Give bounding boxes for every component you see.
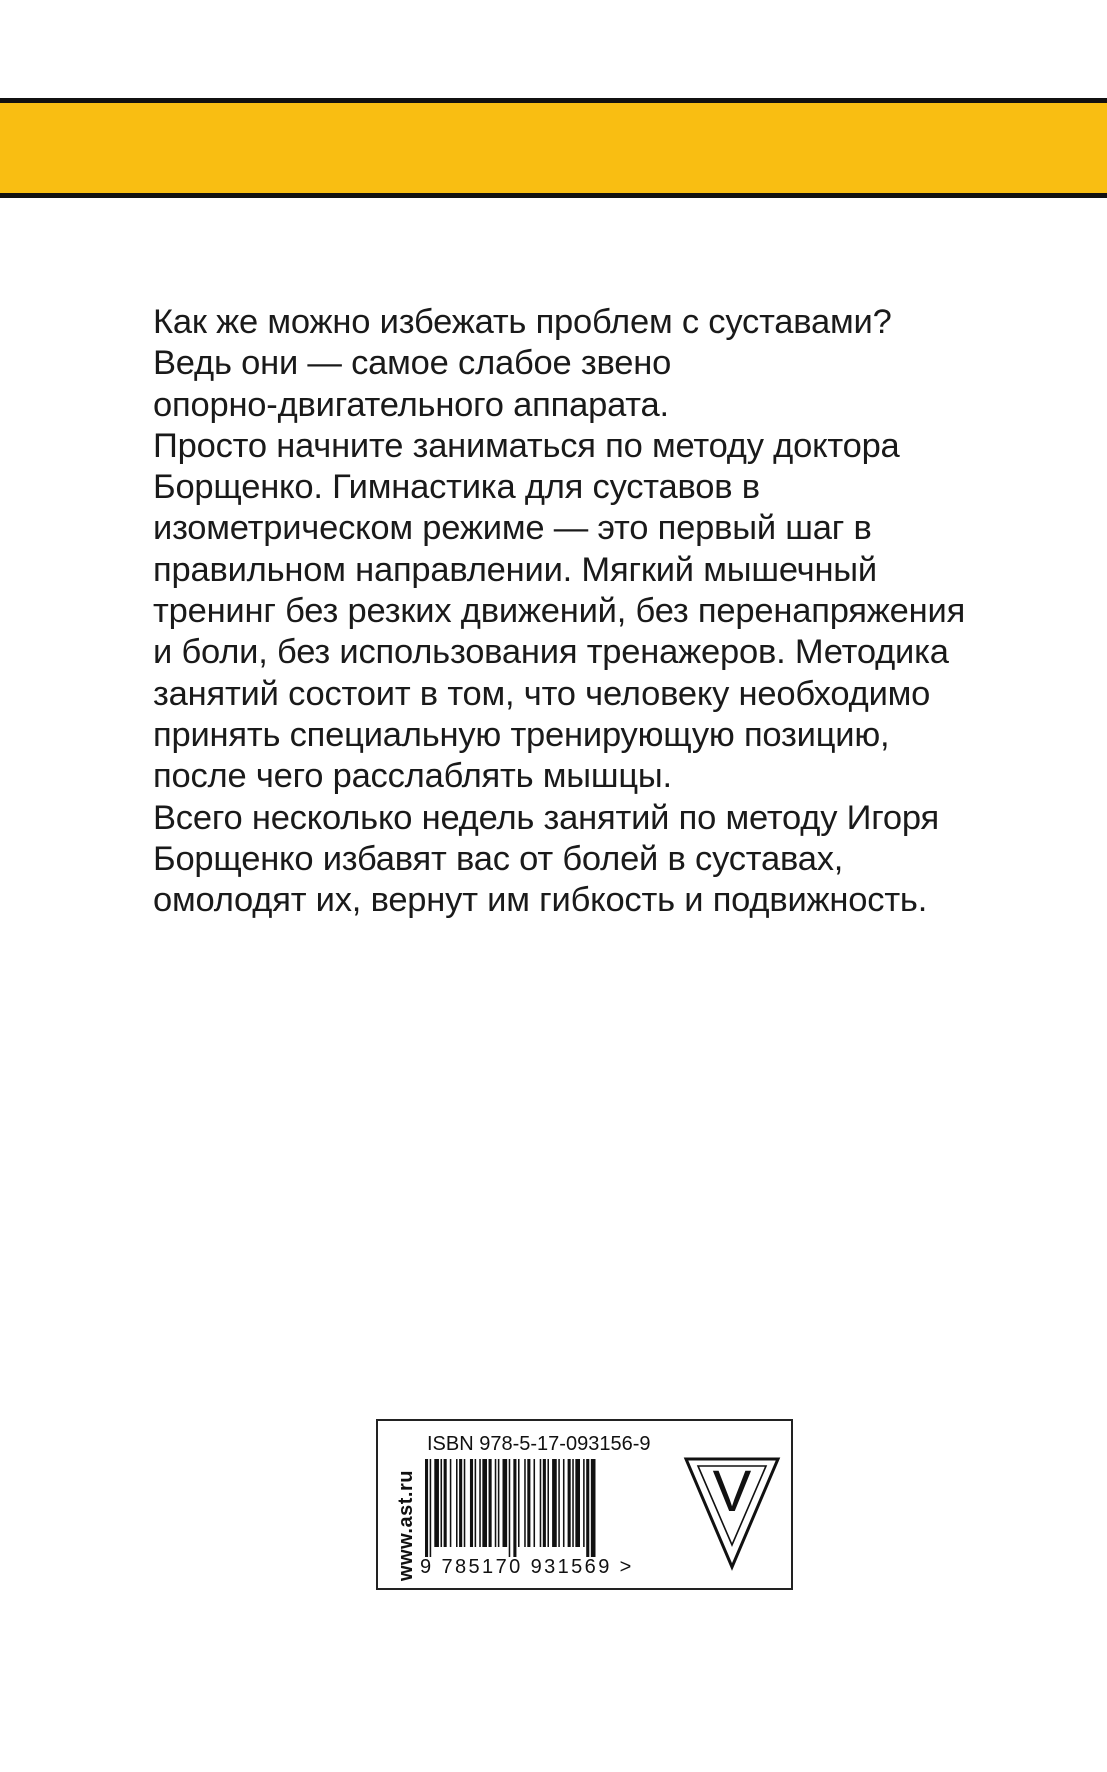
barcode-bar (540, 1459, 542, 1547)
barcode-bar (434, 1459, 439, 1547)
barcode-bar (470, 1459, 473, 1547)
barcode-bar (524, 1459, 526, 1547)
description-line: тренинг без резких движений, без перенапряжения (153, 592, 966, 631)
barcode-bar (583, 1459, 585, 1547)
publisher-website: www.ast.ru (395, 1470, 417, 1581)
description-line: занятий состоит в том, что человеку необходимо (153, 674, 931, 713)
barcode-bar (568, 1459, 571, 1547)
barcode-bar (518, 1459, 520, 1547)
barcode-bar (441, 1459, 443, 1547)
barcode-bar (563, 1459, 565, 1547)
barcode-block (376, 1419, 793, 1590)
description-line: Всего несколько недель занятий по методу Игоря (153, 798, 939, 837)
barcode-bar (527, 1459, 530, 1547)
barcode-bar (425, 1459, 428, 1557)
barcode-bar (464, 1459, 466, 1547)
barcode-bar (482, 1459, 487, 1547)
triangle-v-icon (682, 1453, 782, 1575)
barcode-bar (489, 1459, 492, 1547)
barcode-bar (543, 1459, 546, 1547)
barcode-bar (575, 1459, 580, 1547)
isbn-number: ISBN 978-5-17-093156-9 (427, 1433, 651, 1455)
barcode-bar (552, 1459, 557, 1547)
barcode-bar (534, 1459, 536, 1547)
barcode-bar (475, 1459, 477, 1547)
description-line: правильном направлении. Мягкий мышечный (153, 550, 877, 589)
description-line: Просто начните заниматься по методу доктора (153, 426, 900, 465)
barcode-bar (509, 1459, 511, 1557)
description-line: принять специальную тренирующую позицию, (153, 715, 890, 754)
back-cover-description (153, 302, 1053, 921)
barcode-bars (423, 1459, 655, 1557)
barcode-bar (479, 1459, 481, 1547)
description-line: Борщенко избавят вас от болей в суставах, (153, 839, 844, 878)
description-line: Как же можно избежать проблем с суставами? (153, 303, 892, 341)
description-line: и боли, без использования тренажеров. Методика (153, 633, 949, 672)
description-line: опорно-двигательного аппарата. (153, 385, 669, 424)
barcode-bar (450, 1459, 452, 1547)
ean-digits: 9 785170 931569 > (420, 1556, 634, 1578)
description-line: омолодят их, вернут им гибкость и подвижность. (153, 881, 928, 920)
description-line: после чего расслаблять мышцы. (153, 757, 672, 796)
barcode-bar (513, 1459, 516, 1557)
barcode-bar (430, 1459, 432, 1557)
description-line: изометрическом режиме — это первый шаг в (153, 509, 872, 548)
barcode-bar (456, 1459, 458, 1547)
barcode-bar (459, 1459, 462, 1547)
barcode-bar (586, 1459, 589, 1557)
barcode-bar (591, 1459, 596, 1557)
barcode-bar (498, 1459, 500, 1547)
description-line: Ведь они — самое слабое звено (153, 344, 672, 383)
barcode-bar (547, 1459, 549, 1547)
barcode-bar (444, 1459, 447, 1547)
barcode-bar (558, 1459, 560, 1547)
age-mark-letter: V (712, 1459, 752, 1524)
description-line: Борщенко. Гимнастика для суставов в (153, 468, 760, 507)
barcode-bar (572, 1459, 574, 1547)
barcode-bar (503, 1459, 508, 1547)
cover-color-band (0, 98, 1107, 198)
barcode-bar (495, 1459, 497, 1547)
